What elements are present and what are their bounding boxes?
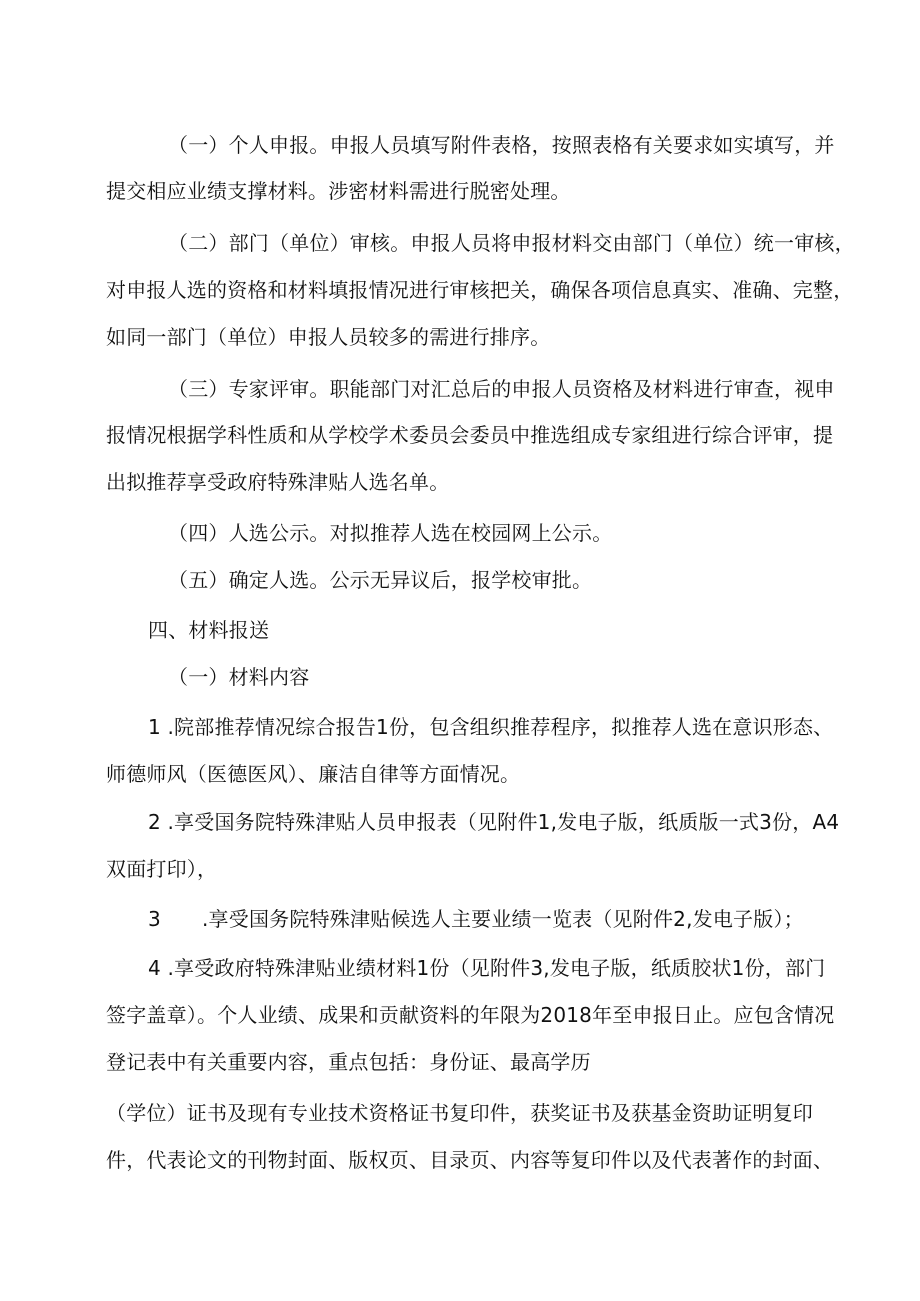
subsection-heading: （一）材料内容 — [168, 665, 310, 689]
paragraph-line-5: 如同一部门（单位）申报人员较多的需进行排序。 — [106, 325, 551, 349]
paragraph-line-13: 2 .享受国务院特殊津贴人员申报表（见附件1,发电子版，纸质版一式3份，A4 — [148, 810, 840, 834]
paragraph-line-15-text: .享受国务院特殊津贴候选人主要业绩一览表（见附件2,发电子版）； — [202, 907, 804, 931]
paragraph-line-6: （三）专家评审。职能部门对汇总后的申报人员资格及材料进行审查，视申 — [168, 377, 835, 401]
paragraph-line-18: 登记表中有关重要内容，重点包括：身份证、最高学历 — [106, 1050, 591, 1074]
paragraph-line-1: （一）个人申报。申报人员填写附件表格，按照表格有关要求如实填写，并 — [168, 133, 835, 157]
paragraph-line-12: 师德师风（医德医风）、廉洁自律等方面情况。 — [106, 762, 521, 786]
paragraph-line-19: （学位）证书及现有专业技术资格证书复印件，获奖证书及获基金资助证明复印 — [106, 1101, 813, 1125]
section-heading: 四、材料报送 — [148, 618, 270, 642]
paragraph-line-15-number: 3 — [148, 907, 161, 931]
paragraph-line-4: 对申报人选的资格和材料填报情况进行审核把关，确保各项信息真实、准确、完整， — [106, 278, 854, 302]
paragraph-line-9: （四）人选公示。对拟推荐人选在校园网上公示。 — [168, 521, 613, 545]
paragraph-line-11: 1 .院部推荐情况综合报告1份，包含组织推荐程序，拟推荐人选在意识形态、 — [148, 715, 834, 739]
paragraph-line-10: （五）确定人选。公示无异议后，报学校审批。 — [168, 568, 593, 592]
paragraph-line-8: 出拟推荐享受政府特殊津贴人选名单。 — [106, 470, 450, 494]
paragraph-line-14: 双面打印）， — [106, 857, 218, 881]
paragraph-line-7: 报情况根据学科性质和从学校学术委员会委员中推选组成专家组进行综合评审，提 — [106, 423, 834, 447]
paragraph-line-16: 4 .享受政府特殊津贴业绩材料1份（见附件3,发电子版，纸质胶状1份，部门 — [148, 956, 826, 980]
paragraph-line-2: 提交相应业绩支撑材料。涉密材料需进行脱密处理。 — [106, 179, 571, 203]
paragraph-line-20: 件，代表论文的刊物封面、版权页、目录页、内容等复印件以及代表著作的封面、 — [106, 1148, 834, 1172]
paragraph-line-3: （二）部门（单位）审核。申报人员将申报材料交由部门（单位）统一审核， — [168, 231, 855, 255]
paragraph-line-17: 签字盖章）。个人业绩、成果和贡献资料的年限为2018年至申报日止。应包含情况 — [106, 1003, 835, 1027]
